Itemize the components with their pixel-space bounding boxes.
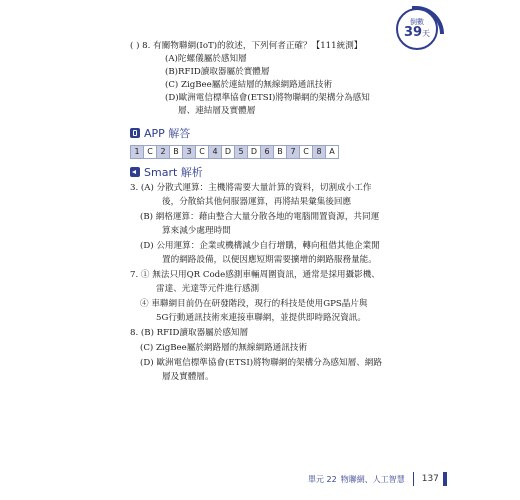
question-option-a: (A)陀螺儀屬於感知層 [165,54,247,64]
question-stem: ( ) 8. 有關物聯網(IoT)的敘述，下列何者正確？【111統測】 [130,41,363,51]
smart-analysis-title: Smart 解析 [144,166,203,179]
footer-tab-marker [443,472,447,486]
question-option-d-cont: 層、連結層及實體層 [178,106,256,116]
explanation-line: 置的網路設備，以便因應短期需要擴增的網路服務量能。 [162,255,377,265]
explanation-line: 5G行動通訊技術來連接車聯網，並提供即時路況資訊。 [156,313,366,323]
countdown-badge [396,8,438,50]
explanation-line: (C) ZigBee屬於網路層的無線網路通訊技術 [140,343,308,353]
page-number: 137 [421,474,439,484]
explanation-line: 8. (B) RFID讀取器屬於感知層 [130,328,249,338]
countdown-days [404,26,430,41]
answer-number: 2 [157,146,170,158]
answer-value: B [274,146,287,158]
countdown-days-number: 39 [403,24,423,40]
footer-topic: 物聯網、人工智慧 [340,474,405,484]
explanation-line: 算來減少處理時間 [162,226,231,236]
footer-divider [413,472,414,486]
explanation-line: 後，分散給其他伺服器運算，再將結果彙集後回應 [162,197,352,207]
answer-number: 8 [313,146,326,158]
explanation-line: (D) 歐洲電信標準協會(ETSI)將物聯網的架構分為感知層、網路 [140,358,382,368]
phone-icon [130,128,140,138]
page-footer [308,472,447,486]
answer-grid [130,145,339,159]
explanation-line: 雷達、光達等元件進行感測 [156,284,260,294]
answer-value: C [196,146,209,158]
answer-number: 6 [261,146,274,158]
speaker-icon [130,167,140,177]
app-answers-heading [130,125,190,141]
explanation-line: ④ 車聯網目前仍在研發階段，現行的科技是使用GPS晶片與 [140,299,368,309]
answer-number: 1 [131,146,144,158]
smart-analysis-heading [130,164,203,180]
app-answers-title: APP 解答 [144,127,191,140]
countdown-label: 倒數 [410,17,424,26]
answer-number: 5 [235,146,248,158]
answer-number: 3 [183,146,196,158]
question-option-d: (D)歐洲電信標準協會(ETSI)將物聯網的架構分為感知 [165,93,370,103]
footer-unit: 單元 22 [308,474,337,484]
explanation-line: (B) 網格運算：藉由整合大量分散各地的電腦閒置資源，共同運 [140,212,380,222]
countdown-days-unit: 天 [422,28,431,38]
answer-value: A [326,146,338,158]
answer-value: C [144,146,157,158]
explanation-line: 7. ① 無法只用QR Code感測車輛周圍資訊，通常是採用攝影機、 [130,270,380,280]
question-option-b: (B)RFID讀取器屬於實體層 [165,67,270,77]
answer-value: D [222,146,235,158]
explanation-line: 3. (A) 分散式運算：主機將需要大量計算的資料，切割成小工作 [130,183,372,193]
explanation-line: 層及實體層。 [162,372,214,382]
explanation-line: (D) 公用運算：企業或機構減少自行增購，轉向租借其他企業閒 [140,241,380,251]
answer-number: 7 [287,146,300,158]
answer-value: C [300,146,313,158]
answer-number: 4 [209,146,222,158]
answer-value: B [170,146,183,158]
answer-value: D [248,146,261,158]
question-option-c: (C) ZigBee屬於連結層的無線網路通訊技術 [165,80,333,90]
